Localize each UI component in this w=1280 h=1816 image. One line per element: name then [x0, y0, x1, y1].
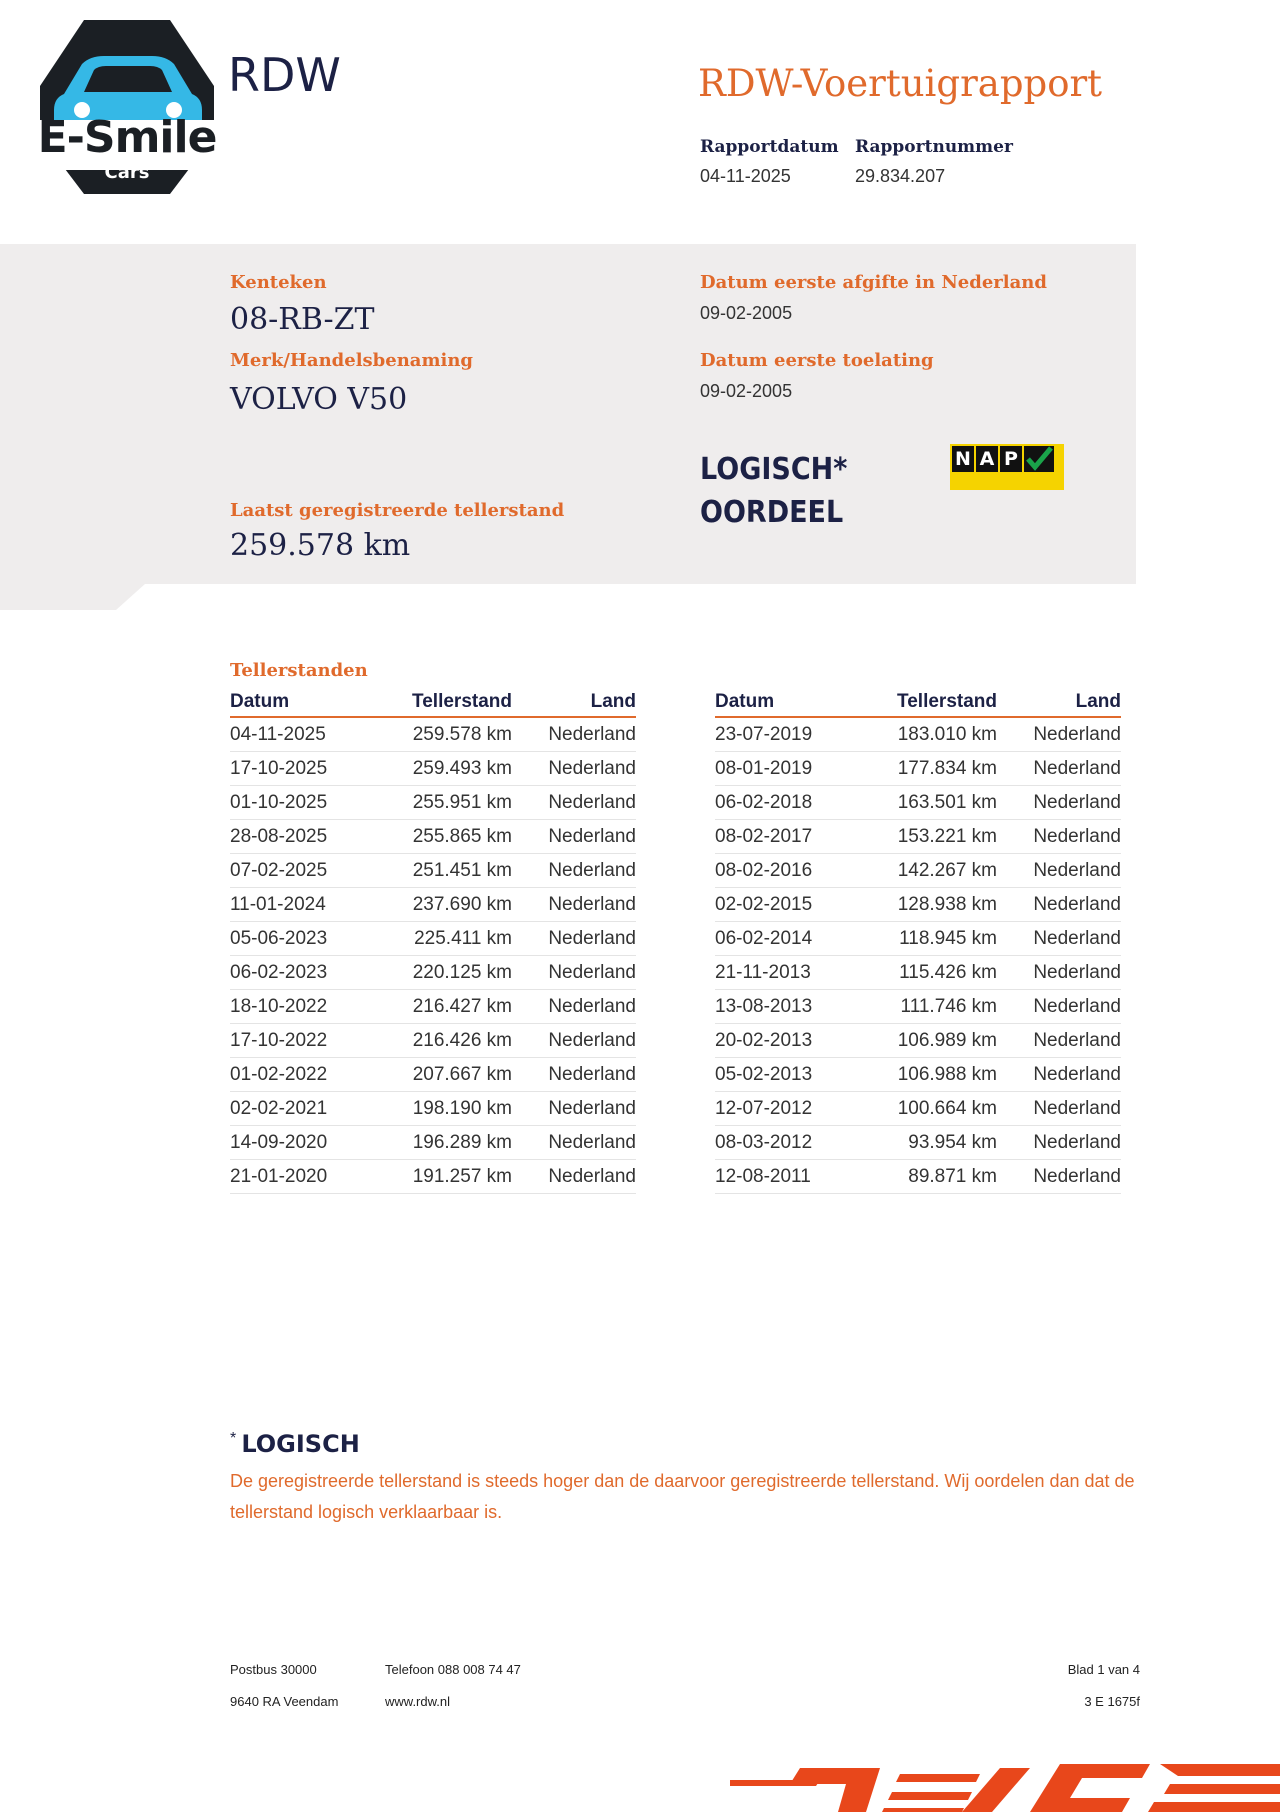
row-date: 01-02-2022: [230, 1058, 380, 1092]
row-reading: 255.865 km: [380, 820, 512, 854]
make-label: Merk/Handelsbenaming: [230, 350, 474, 371]
row-date: 17-10-2022: [230, 1024, 380, 1058]
nap-badge: [950, 444, 1064, 490]
row-country: Nederland: [512, 1024, 636, 1058]
table-row: [715, 1160, 1121, 1194]
row-reading: 115.426 km: [865, 956, 997, 990]
row-country: Nederland: [512, 1092, 636, 1126]
footer-phone: Telefoon 088 008 74 47: [385, 1662, 521, 1677]
panel-corner: [0, 584, 145, 610]
table-row: [230, 854, 636, 888]
table-row: [230, 1126, 636, 1160]
footer-code: 3 E 1675f: [1084, 1694, 1140, 1709]
first-admission-label: Datum eerste toelating: [700, 350, 934, 371]
row-country: Nederland: [512, 854, 636, 888]
row-country: Nederland: [997, 786, 1121, 820]
logo-text-sub: Cars: [104, 162, 150, 183]
row-reading: 153.221 km: [865, 820, 997, 854]
row-date: 08-02-2017: [715, 820, 865, 854]
row-date: 18-10-2022: [230, 990, 380, 1024]
row-reading: 163.501 km: [865, 786, 997, 820]
readings-title: Tellerstanden: [230, 660, 368, 681]
row-reading: 111.746 km: [865, 990, 997, 1024]
row-reading: 177.834 km: [865, 752, 997, 786]
row-reading: 225.411 km: [380, 922, 512, 956]
table-row: [230, 752, 636, 786]
table-row: [230, 1024, 636, 1058]
row-country: Nederland: [997, 922, 1121, 956]
table-row: [230, 1160, 636, 1194]
readings-table-right: [715, 690, 1121, 1194]
rdw-stripes-graphic: [730, 1754, 1280, 1812]
row-reading: 142.267 km: [865, 854, 997, 888]
table-row: [715, 1092, 1121, 1126]
row-country: Nederland: [997, 854, 1121, 888]
row-reading: 128.938 km: [865, 888, 997, 922]
row-reading: 255.951 km: [380, 786, 512, 820]
row-date: 23-07-2019: [715, 717, 865, 752]
row-date: 28-08-2025: [230, 820, 380, 854]
note-star: *: [230, 1430, 237, 1447]
note-text: De geregistreerde tellerstand is steeds hoger dan de daarvoor geregistreerde tellerstand. Wij oordelen dan dat de tellerstand logisch verklaarbaar is.: [230, 1471, 1135, 1522]
footer-website[interactable]: www.rdw.nl: [385, 1694, 451, 1709]
table-row: [715, 786, 1121, 820]
row-reading: 259.493 km: [380, 752, 512, 786]
vehicle-summary-panel: [0, 244, 1136, 584]
readings-table-left: [230, 690, 636, 1194]
first-issue-nl-label: Datum eerste afgifte in Nederland: [700, 272, 1047, 293]
col-reading-header: Tellerstand: [380, 690, 512, 717]
col-date-header: Datum: [715, 690, 865, 717]
row-reading: 237.690 km: [380, 888, 512, 922]
table-header-row: [715, 690, 1121, 717]
brand-name: RDW: [228, 48, 341, 102]
table-row: [715, 820, 1121, 854]
row-date: 06-02-2018: [715, 786, 865, 820]
row-reading: 216.427 km: [380, 990, 512, 1024]
row-date: 01-10-2025: [230, 786, 380, 820]
table-row: [230, 1058, 636, 1092]
row-country: Nederland: [997, 990, 1121, 1024]
row-country: Nederland: [512, 1058, 636, 1092]
row-country: Nederland: [997, 1092, 1121, 1126]
first-admission-value: 09-02-2005: [700, 381, 793, 401]
row-date: 17-10-2025: [230, 752, 380, 786]
row-country: Nederland: [512, 820, 636, 854]
row-date: 08-03-2012: [715, 1126, 865, 1160]
table-row: [230, 1092, 636, 1126]
row-date: 12-08-2011: [715, 1160, 865, 1194]
row-country: Nederland: [997, 1160, 1121, 1194]
row-country: Nederland: [512, 888, 636, 922]
plate-label: Kenteken: [230, 272, 327, 293]
footer-city: 9640 RA Veendam: [230, 1694, 339, 1709]
table-row: [230, 922, 636, 956]
row-reading: 106.988 km: [865, 1058, 997, 1092]
nap-check-box: [1024, 446, 1054, 472]
table-row: [715, 1126, 1121, 1160]
last-reading-label: Laatst geregistreerde tellerstand: [230, 500, 565, 521]
first-issue-nl-value: 09-02-2005: [700, 303, 793, 323]
row-reading: 207.667 km: [380, 1058, 512, 1092]
row-country: Nederland: [512, 956, 636, 990]
row-date: 08-01-2019: [715, 752, 865, 786]
row-country: Nederland: [997, 1024, 1121, 1058]
row-country: Nederland: [512, 922, 636, 956]
row-date: 11-01-2024: [230, 888, 380, 922]
table-row: [715, 922, 1121, 956]
report-number-label: Rapportnummer: [855, 137, 1013, 157]
nap-letter-a: A: [976, 446, 998, 472]
row-date: 07-02-2025: [230, 854, 380, 888]
verdict-line-2: OORDEEL: [700, 495, 844, 530]
report-title: RDW-Voertuigrapport: [698, 62, 1103, 105]
row-date: 21-01-2020: [230, 1160, 380, 1194]
row-country: Nederland: [512, 752, 636, 786]
row-date: 08-02-2016: [715, 854, 865, 888]
row-date: 14-09-2020: [230, 1126, 380, 1160]
row-reading: 183.010 km: [865, 717, 997, 752]
table-row: [230, 990, 636, 1024]
row-date: 05-06-2023: [230, 922, 380, 956]
row-country: Nederland: [997, 1126, 1121, 1160]
row-reading: 191.257 km: [380, 1160, 512, 1194]
report-date-label: Rapportdatum: [700, 137, 839, 157]
table-row: [715, 888, 1121, 922]
row-date: 06-02-2014: [715, 922, 865, 956]
row-country: Nederland: [512, 1126, 636, 1160]
table-row: [230, 888, 636, 922]
row-reading: 106.989 km: [865, 1024, 997, 1058]
row-reading: 220.125 km: [380, 956, 512, 990]
row-country: Nederland: [997, 1058, 1121, 1092]
row-date: 13-08-2013: [715, 990, 865, 1024]
table-row: [715, 1024, 1121, 1058]
row-reading: 100.664 km: [865, 1092, 997, 1126]
verdict-line-1: LOGISCH*: [700, 452, 848, 487]
table-header-row: [230, 690, 636, 717]
row-reading: 196.289 km: [380, 1126, 512, 1160]
table-row: [715, 717, 1121, 752]
table-row: [715, 956, 1121, 990]
row-reading: 216.426 km: [380, 1024, 512, 1058]
plate-value: 08-RB-ZT: [230, 302, 375, 337]
row-country: Nederland: [997, 752, 1121, 786]
col-country-header: Land: [512, 690, 636, 717]
row-date: 04-11-2025: [230, 717, 380, 752]
note-title: LOGISCH: [241, 1430, 360, 1458]
row-date: 02-02-2015: [715, 888, 865, 922]
report-number: 29.834.207: [855, 166, 946, 186]
table-row: [715, 854, 1121, 888]
rdw-stripes-icon: [730, 1754, 1280, 1812]
table-row: [230, 956, 636, 990]
table-row: [715, 1058, 1121, 1092]
row-country: Nederland: [512, 1160, 636, 1194]
row-country: Nederland: [997, 820, 1121, 854]
row-reading: 118.945 km: [865, 922, 997, 956]
row-country: Nederland: [512, 717, 636, 752]
table-row: [715, 752, 1121, 786]
row-country: Nederland: [512, 786, 636, 820]
nap-letter-n: N: [952, 446, 974, 472]
table-row: [230, 820, 636, 854]
row-reading: 259.578 km: [380, 717, 512, 752]
e-smile-logo: [34, 16, 220, 198]
row-reading: 93.954 km: [865, 1126, 997, 1160]
row-country: Nederland: [997, 888, 1121, 922]
table-row: [715, 990, 1121, 1024]
row-date: 02-02-2021: [230, 1092, 380, 1126]
report-date: 04-11-2025: [700, 166, 791, 186]
checkmark-icon: [1024, 446, 1054, 472]
row-reading: 251.451 km: [380, 854, 512, 888]
col-reading-header: Tellerstand: [865, 690, 997, 717]
footer-page-number: Blad 1 van 4: [1067, 1662, 1140, 1677]
note-heading: [230, 1430, 360, 1458]
row-date: 06-02-2023: [230, 956, 380, 990]
row-country: Nederland: [997, 717, 1121, 752]
row-date: 12-07-2012: [715, 1092, 865, 1126]
footer-postbus: Postbus 30000: [230, 1662, 317, 1677]
nap-letter-p: P: [1000, 446, 1022, 472]
logo-text-main: E-Smile: [37, 112, 217, 163]
table-row: [230, 786, 636, 820]
row-date: 05-02-2013: [715, 1058, 865, 1092]
table-row: [230, 717, 636, 752]
row-country: Nederland: [512, 990, 636, 1024]
row-date: 20-02-2013: [715, 1024, 865, 1058]
make-value: VOLVO V50: [230, 382, 408, 417]
row-date: 21-11-2013: [715, 956, 865, 990]
row-reading: 198.190 km: [380, 1092, 512, 1126]
row-reading: 89.871 km: [865, 1160, 997, 1194]
col-date-header: Datum: [230, 690, 380, 717]
col-country-header: Land: [997, 690, 1121, 717]
row-country: Nederland: [997, 956, 1121, 990]
last-reading-value: 259.578 km: [230, 528, 411, 563]
